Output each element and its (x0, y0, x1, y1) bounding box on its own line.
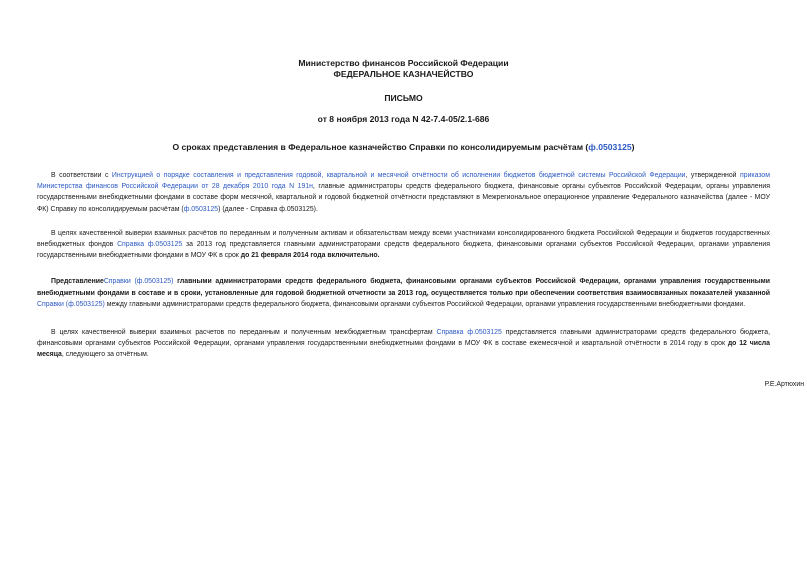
paragraph-2-text: В целях качественной выверки взаимных расчётов по переданным и полученным активам и обязательствам между всеми участниками консолидированного бюджета Российской Федерации и бюджетов государственных внебюджетных фондов (37, 229, 770, 249)
subject-tail: ) (631, 142, 635, 152)
paragraph-2 (37, 228, 770, 262)
signature: Р.Е.Артюхин (764, 381, 804, 388)
paragraph-1-text: , утвержденной (685, 172, 740, 179)
paragraph-1-text: В соответствии с (51, 172, 112, 179)
paragraph-1-text: , главные администраторы средств федерального бюджета, финансовые органы субъектов Российской Федерации, органы управления государственными внебюджетными фондами в составе форм месячной, квартальной и годовой бюджетной отчётности представляют в Межрегиональное операционное управление Федерального казначейства (далее - МОУ ФК) Справку по консолидируемым расчётам ( (37, 183, 770, 213)
form-0503125-link[interactable]: Справка ф.0503125 (117, 241, 183, 249)
document-type: ПИСЬМО (384, 93, 423, 103)
paragraph-4 (37, 327, 770, 361)
paragraph-4-text: В целях качественной выверки взаимных расчетов по переданным и полученным межбюджетным трансфертам (51, 329, 437, 337)
form-0503125-link[interactable]: Справки (ф.0503125) (37, 300, 105, 308)
deadline-bold: до 12 числа месяца (37, 340, 771, 359)
paragraph-1-text: ) (далее - Справка ф.0503125). (218, 205, 318, 213)
paragraph-3-text: между главными администраторами средств федерального бюджета, финансовыми органами субъектов Российской Федерации, органами управления государственными внебюджетными фондами. (104, 300, 746, 308)
document-page (37, 0, 770, 361)
subject-text: О сроках представления в Федеральное казначейство Справки по консолидируемым расчётам ( (172, 142, 589, 152)
paragraph-3 (37, 276, 770, 310)
paragraph-4-text: , следующего за отчётным. (61, 351, 149, 359)
paragraph-2-text: за 2013 год представляется главными администраторами средств федерального бюджета, финансовыми органами субъектов Российской Федерации, органами управления государственными внебюджетными фондами в МОУ ФК в срок (37, 241, 770, 260)
document-date-number: от 8 ноября 2013 года N 42-7.4-05/2.1-686 (317, 114, 490, 124)
order-191n-link[interactable]: приказом Министерства финансов Российской Федерации от 28 декабря 2010 года N 191н (37, 172, 770, 191)
ministry-name: Министерство финансов Российской Федерации (298, 58, 509, 68)
paragraph-4-text: представляется главными администраторами средств федерального бюджета, финансовыми органами субъектов Российской Федерации, органами управления государственными внебюджетными фондами в МОУ ФК в составе ежемесячной и квартальной отчётности в 2014 году в срок (37, 329, 770, 348)
paragraph-3-bold: Представление (51, 278, 104, 286)
instruction-link[interactable]: Инструкцией о порядке составления и представления годовой, квартальной и месячной отчётности об исполнении бюджетов бюджетной системы Российской Федерации (111, 172, 686, 179)
paragraph-3-bold: главными администраторами средств федерального бюджета, финансовыми органами субъектов Российской Федерации, органами управления государственными внебюджетными фондами в составе и в сроки, установленные для годовой бюджетной отчетности за 2013 год, осуществляется только при обеспечении соответствия взаимосвязанных показателей указанной (37, 278, 770, 297)
form-0503125-link[interactable]: Справка ф.0503125 (436, 329, 502, 337)
subject-form-link[interactable]: ф.0503125 (588, 142, 632, 152)
treasury-name: ФЕДЕРАЛЬНОЕ КАЗНАЧЕЙСТВО (333, 69, 474, 79)
form-0503125-link[interactable]: Справки (ф.0503125) (103, 278, 174, 286)
form-0503125-link[interactable]: ф.0503125 (183, 205, 219, 213)
deadline-bold: до 21 февраля 2014 года включительно. (240, 252, 380, 260)
document-subject (37, 142, 770, 153)
paragraph-1 (37, 170, 770, 215)
